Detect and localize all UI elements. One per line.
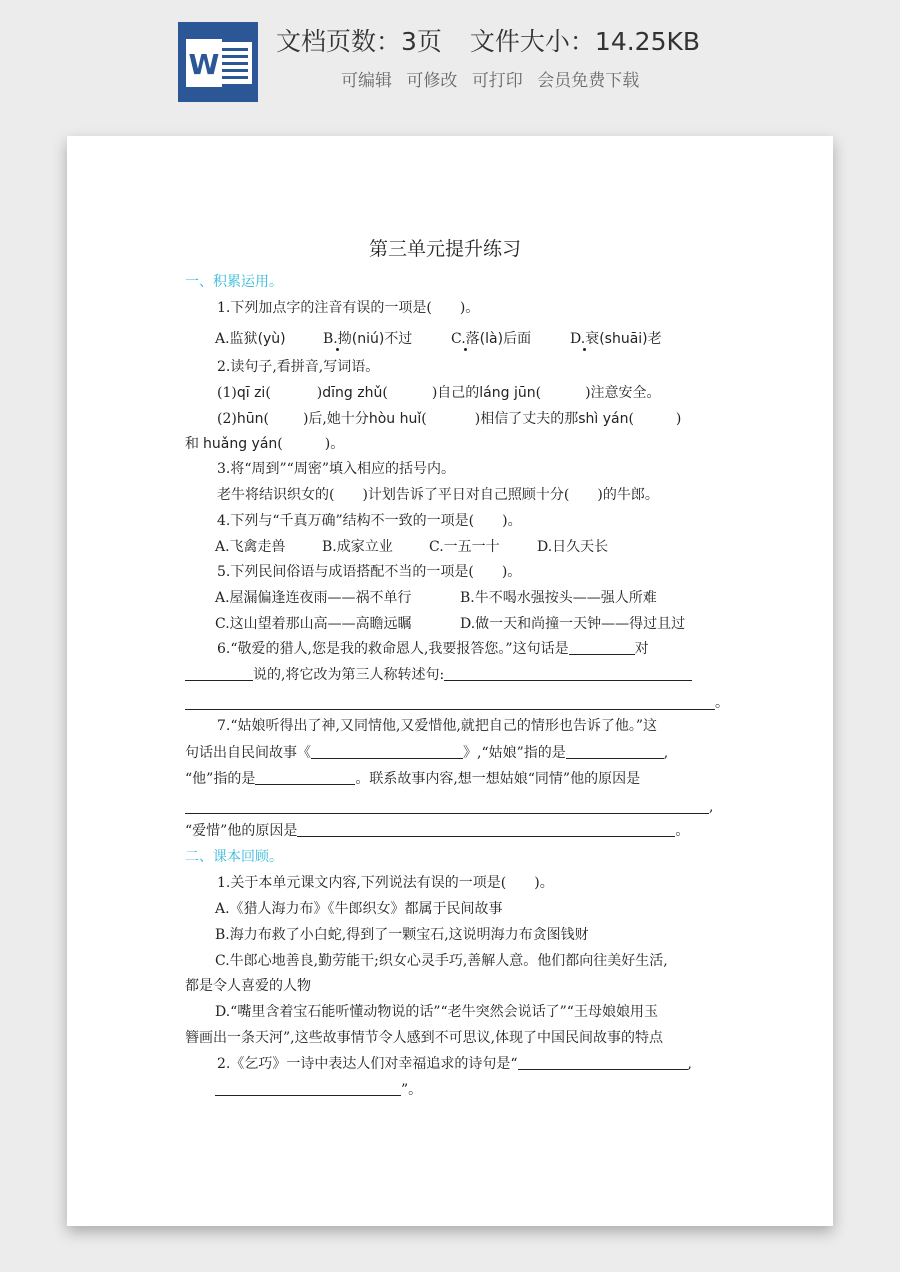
document-page	[67, 136, 833, 1226]
review-question-2-line-2: ”。	[215, 1080, 422, 1100]
question-7-line-5: “爱惜”他的原因是 。	[185, 823, 690, 839]
page-count: 文档页数：3页	[276, 27, 442, 56]
feature-modifiable: 可修改	[406, 71, 458, 91]
question-7-line-2: 句话出自民间故事《 》,“姑娘”指的是 ,	[185, 745, 669, 761]
question-6-line-2: 说的,将它改为第三人称转述句:	[185, 665, 692, 685]
feature-editable: 可编辑	[341, 71, 392, 91]
document-title: 第三单元提升练习	[369, 238, 522, 260]
question-4: 4.下列与“千真万确”结构不一致的一项是( )。	[217, 513, 522, 529]
question-6-end: 。	[715, 695, 729, 711]
question-4-option-c: C.一五一十	[429, 539, 500, 555]
question-5-option-c: C.这山望着那山高——高瞻远瞩	[215, 616, 412, 632]
question-7-line-1: 7.“姑娘听得出了神,又同情他,又爱惜他,就把自己的情形也告诉了他。”这	[217, 718, 658, 734]
question-2-line-2: (2)hūn( )后,她十分hòu huǐ( )相信了丈夫的那shì yán( )	[217, 411, 682, 427]
option-a: A.监狱(yù)	[215, 331, 286, 347]
review-question-1-option-d-line-1: D.“嘴里含着宝石能听懂动物说的话”“老牛突然会说话了”“王母娘娘用玉	[215, 1004, 658, 1020]
answer-line-q6	[185, 709, 715, 710]
question-7-line-3: “他”指的是 。联系故事内容,想一想姑娘“同情”他的原因是	[185, 771, 641, 787]
option-b: B.拗(niú)不过	[323, 331, 413, 347]
option-d: D.衰(shuāi)老	[570, 331, 662, 347]
question-5: 5.下列民间俗语与成语搭配不当的一项是( )。	[217, 564, 522, 580]
question-5-option-a: A.屋漏偏逢连夜雨——祸不单行	[215, 590, 412, 606]
question-3-sentence: 老牛将结识织女的( )计划告诉了平日对自己照顾十分( )的牛郎。	[217, 487, 659, 503]
question-6-line-1: 6.“敬爱的猎人,您是我的救命恩人,我要报答您。”这句话是 对	[217, 641, 649, 657]
feature-free-download: 会员免费下载	[537, 71, 640, 91]
option-c: C.落(là)后面	[451, 331, 532, 347]
question-5-option-d: D.做一天和尚撞一天钟——得过且过	[460, 616, 686, 632]
review-question-1-option-a: A.《猎人海力布》《牛郎织女》都属于民间故事	[215, 901, 503, 917]
review-question-1-option-d-line-2: 簪画出一条天河”,这些故事情节令人感到不可思议,体现了中国民间故事的特点	[185, 1030, 664, 1046]
question-3: 3.将“周到”“周密”填入相应的括号内。	[217, 461, 455, 477]
review-question-1-option-c-line-2: 都是令人喜爱的人物	[185, 978, 311, 994]
section-heading-2: 二、课本回顾。	[185, 849, 283, 865]
word-icon-letter: W	[188, 48, 220, 81]
file-size: 文件大小：14.25KB	[469, 27, 701, 56]
answer-line-q7-reason-1	[185, 813, 709, 814]
question-1: 1.下列加点字的注音有误的一项是( )。	[217, 300, 480, 316]
question-4-option-a: A.飞禽走兽	[215, 539, 286, 555]
question-2: 2.读句子,看拼音,写词语。	[217, 359, 380, 375]
review-question-1-option-b: B.海力布救了小白蛇,得到了一颗宝石,这说明海力布贪图钱财	[215, 927, 589, 943]
review-question-1-option-c-line-1: C.牛郎心地善良,勤劳能干;织女心灵手巧,善解人意。他们都向往美好生活,	[215, 953, 668, 969]
word-document-icon	[178, 22, 258, 102]
question-2-line-3: 和 huǎng yán( )。	[185, 436, 345, 452]
feature-printable: 可打印	[471, 71, 523, 91]
section-heading-1: 一、积累运用。	[185, 274, 283, 290]
question-2-line-1: (1)qī zi( )dīng zhǔ( )自己的láng jūn( )注意安全。	[217, 385, 661, 401]
question-4-option-b: B.成家立业	[322, 539, 393, 555]
review-question-2-line-1: 2.《乞巧》一诗中表达人们对幸福追求的诗句是“ ,	[217, 1056, 692, 1072]
review-question-1: 1.关于本单元课文内容,下列说法有误的一项是( )。	[217, 875, 554, 891]
document-meta	[276, 22, 700, 58]
question-4-option-d: D.日久天长	[537, 539, 609, 555]
question-5-option-b: B.牛不喝水强按头——强人所难	[460, 590, 657, 606]
feature-list	[341, 66, 648, 91]
question-7-line-4: ,	[709, 799, 714, 815]
